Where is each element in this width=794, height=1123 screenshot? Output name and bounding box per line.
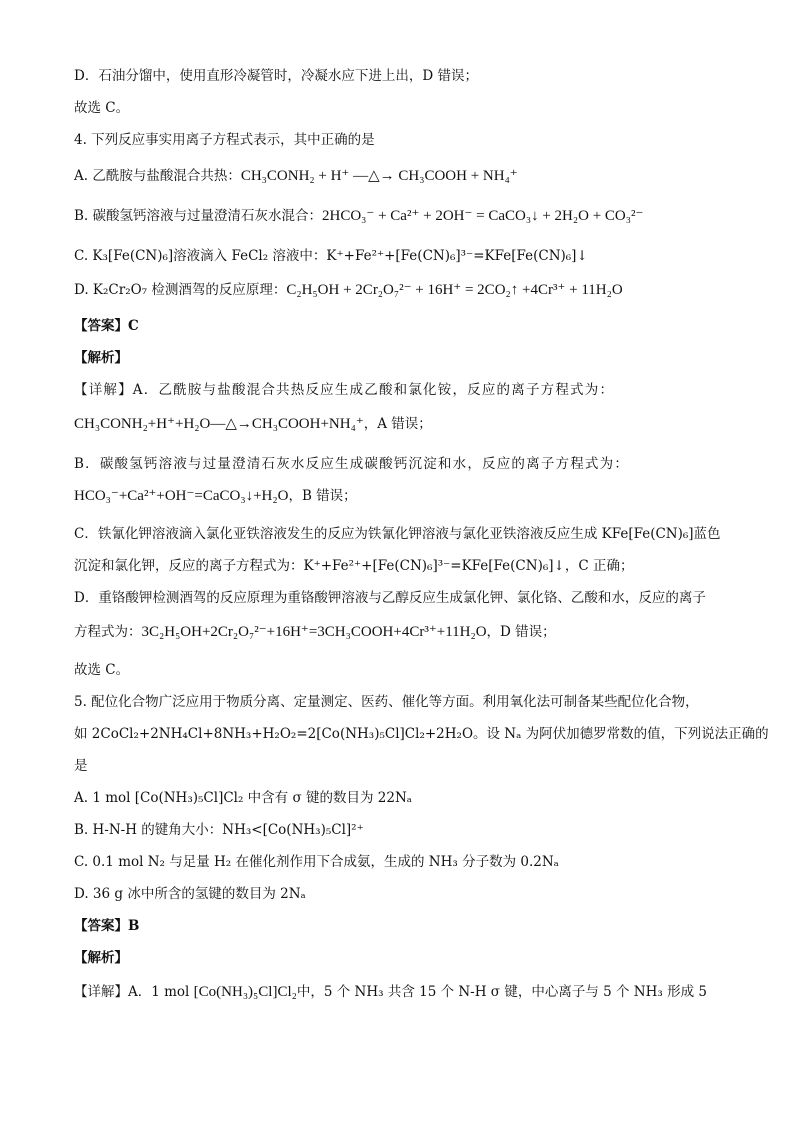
- q4-answer: 【答案】C: [74, 318, 139, 334]
- q5-option-b: B. H-N-H 的键角大小：NH₃<[Co(NH₃)₅Cl]²⁺: [74, 822, 364, 838]
- q4-detail-b: B．碳酸氢钙溶液与过量澄清石灰水反应生成碳酸钙沉淀和水，反应的离子方程式为：: [74, 456, 630, 472]
- q4-detail-d-line1: D．重铬酸钾检测酒驾的反应原理为重铬酸钾溶液与乙醇反应生成氯化钾、氯化铬、乙酸和水，反应的离子: [74, 590, 706, 606]
- q4-option-a-label: A. 乙酰胺与盐酸混合共热：: [74, 168, 241, 184]
- q4-detail-b-eq: HCO₃⁻+Ca²⁺+OH⁻=CaCO₃↓+H₂O: [74, 488, 289, 504]
- q4-detail-d-eq: 3C₂H₅OH+2Cr₂O₇²⁻+16H⁺=3CH₃COOH+4Cr³⁺+11H₂O: [141, 624, 487, 640]
- q4-option-a: [74, 166, 754, 186]
- q4-option-b-label: B. 碳酸氢钙溶液与过量澄清石灰水混合：: [74, 208, 323, 224]
- q4-detail-b-verdict: ，B 错误；: [288, 488, 357, 504]
- q4-detail-c-line2: 沉淀和氯化钾，反应的离子方程式为：K⁺+Fe²⁺+[Fe(CN)₆]³⁻=KFe[Fe(CN)₆]↓，C 正确；: [74, 558, 634, 574]
- q5-answer: 【答案】B: [74, 918, 140, 934]
- q4-detail-d-verdict: ，D 错误；: [486, 624, 556, 640]
- question-4-stem: 4. 下列反应事实用离子方程式表示，其中正确的是: [74, 132, 375, 148]
- q4-analysis-heading: 【解析】: [74, 350, 128, 366]
- question-5-stem-line3: 是: [74, 758, 88, 774]
- question-5-stem-line2: 如 2CoCl₂+2NH₄Cl+8NH₃+H₂O₂=2[Co(NH₃)₅Cl]Cl₂+2H₂O。设 Nₐ 为阿伏加德罗常数的值，下列说法正确的: [74, 726, 769, 742]
- q5-analysis-heading: 【解析】: [74, 950, 128, 966]
- q5-option-c: C. 0.1 mol N₂ 与足量 H₂ 在催化剂作用下合成氨，生成的 NH₃ 分子数为 0.2Nₐ: [74, 854, 559, 870]
- q4-detail-a: 【详解】A．乙酰胺与盐酸混合共热反应生成乙酸和氯化铵，反应的离子方程式为：: [74, 382, 615, 398]
- q4-detail-b-equation: [74, 486, 754, 506]
- q4-option-d-label: D. K₂Cr₂O₇ 检测酒驾的反应原理：: [74, 282, 287, 298]
- q4-option-d-equation: C₂H₅OH + 2Cr₂O₇²⁻ + 16H⁺ = 2CO₂↑ +4Cr³⁺ + 11H₂O: [286, 282, 623, 298]
- option-d-explanation: D．石油分馏中，使用直形冷凝管时，冷凝水应下进上出，D 错误；: [74, 68, 478, 84]
- q4-detail-d-prefix: 方程式为：: [74, 624, 142, 640]
- q4-detail-c-line1: C．铁氰化钾溶液滴入氯化亚铁溶液发生的反应为铁氰化钾溶液与氯化亚铁溶液反应生成 KFe[Fe(CN)₆]蓝色: [74, 526, 721, 542]
- q5-detail-a-prefix: 【详解】A．1 mol: [74, 984, 194, 1000]
- q5-option-d: D. 36 g 冰中所含的氢键的数目为 2Nₐ: [74, 886, 306, 902]
- q4-option-b-equation: 2HCO₃⁻ + Ca²⁺ + 2OH⁻ = CaCO₃↓ + 2H₂O + CO₃²⁻: [322, 208, 644, 224]
- q4-option-b: [74, 206, 754, 226]
- q5-option-a: A. 1 mol [Co(NH₃)₅Cl]Cl₂ 中含有 σ 键的数目为 22Nₐ: [74, 790, 412, 806]
- q4-detail-d-line2: [74, 622, 754, 642]
- question-5-stem-line1: 5. 配位化合物广泛应用于物质分离、定量测定、医药、催化等方面。利用氧化法可制备某些配位化合物，: [74, 694, 699, 710]
- q4-detail-a-verdict: ，A 错误；: [363, 416, 432, 432]
- q4-option-d: [74, 280, 754, 300]
- q4-option-c: C. K₃[Fe(CN)₆]溶液滴入 FeCl₂ 溶液中：K⁺+Fe²⁺+[Fe(CN)₆]³⁻=KFe[Fe(CN)₆]↓: [74, 248, 588, 264]
- choice-summary: 故选 C。: [74, 100, 130, 116]
- q5-detail-a-complex: [Co(NH₃)₅Cl]Cl₂: [193, 984, 297, 1000]
- q4-detail-a-eq: CH₃CONH₂+H⁺+H₂O—△→CH₃COOH+NH₄⁺: [74, 416, 364, 432]
- q5-detail-a-text: 中，5 个 NH₃ 共含 15 个 N-H σ 键，中心离子与 5 个 NH₃ 形成 5: [296, 984, 707, 1000]
- q5-detail-a: [74, 982, 754, 1002]
- q4-option-a-equation: CH₃CONH₂ + H⁺ —△→ CH₃COOH + NH₄⁺: [240, 168, 518, 184]
- q4-detail-a-equation: [74, 414, 754, 434]
- q4-choice-summary: 故选 C。: [74, 662, 130, 678]
